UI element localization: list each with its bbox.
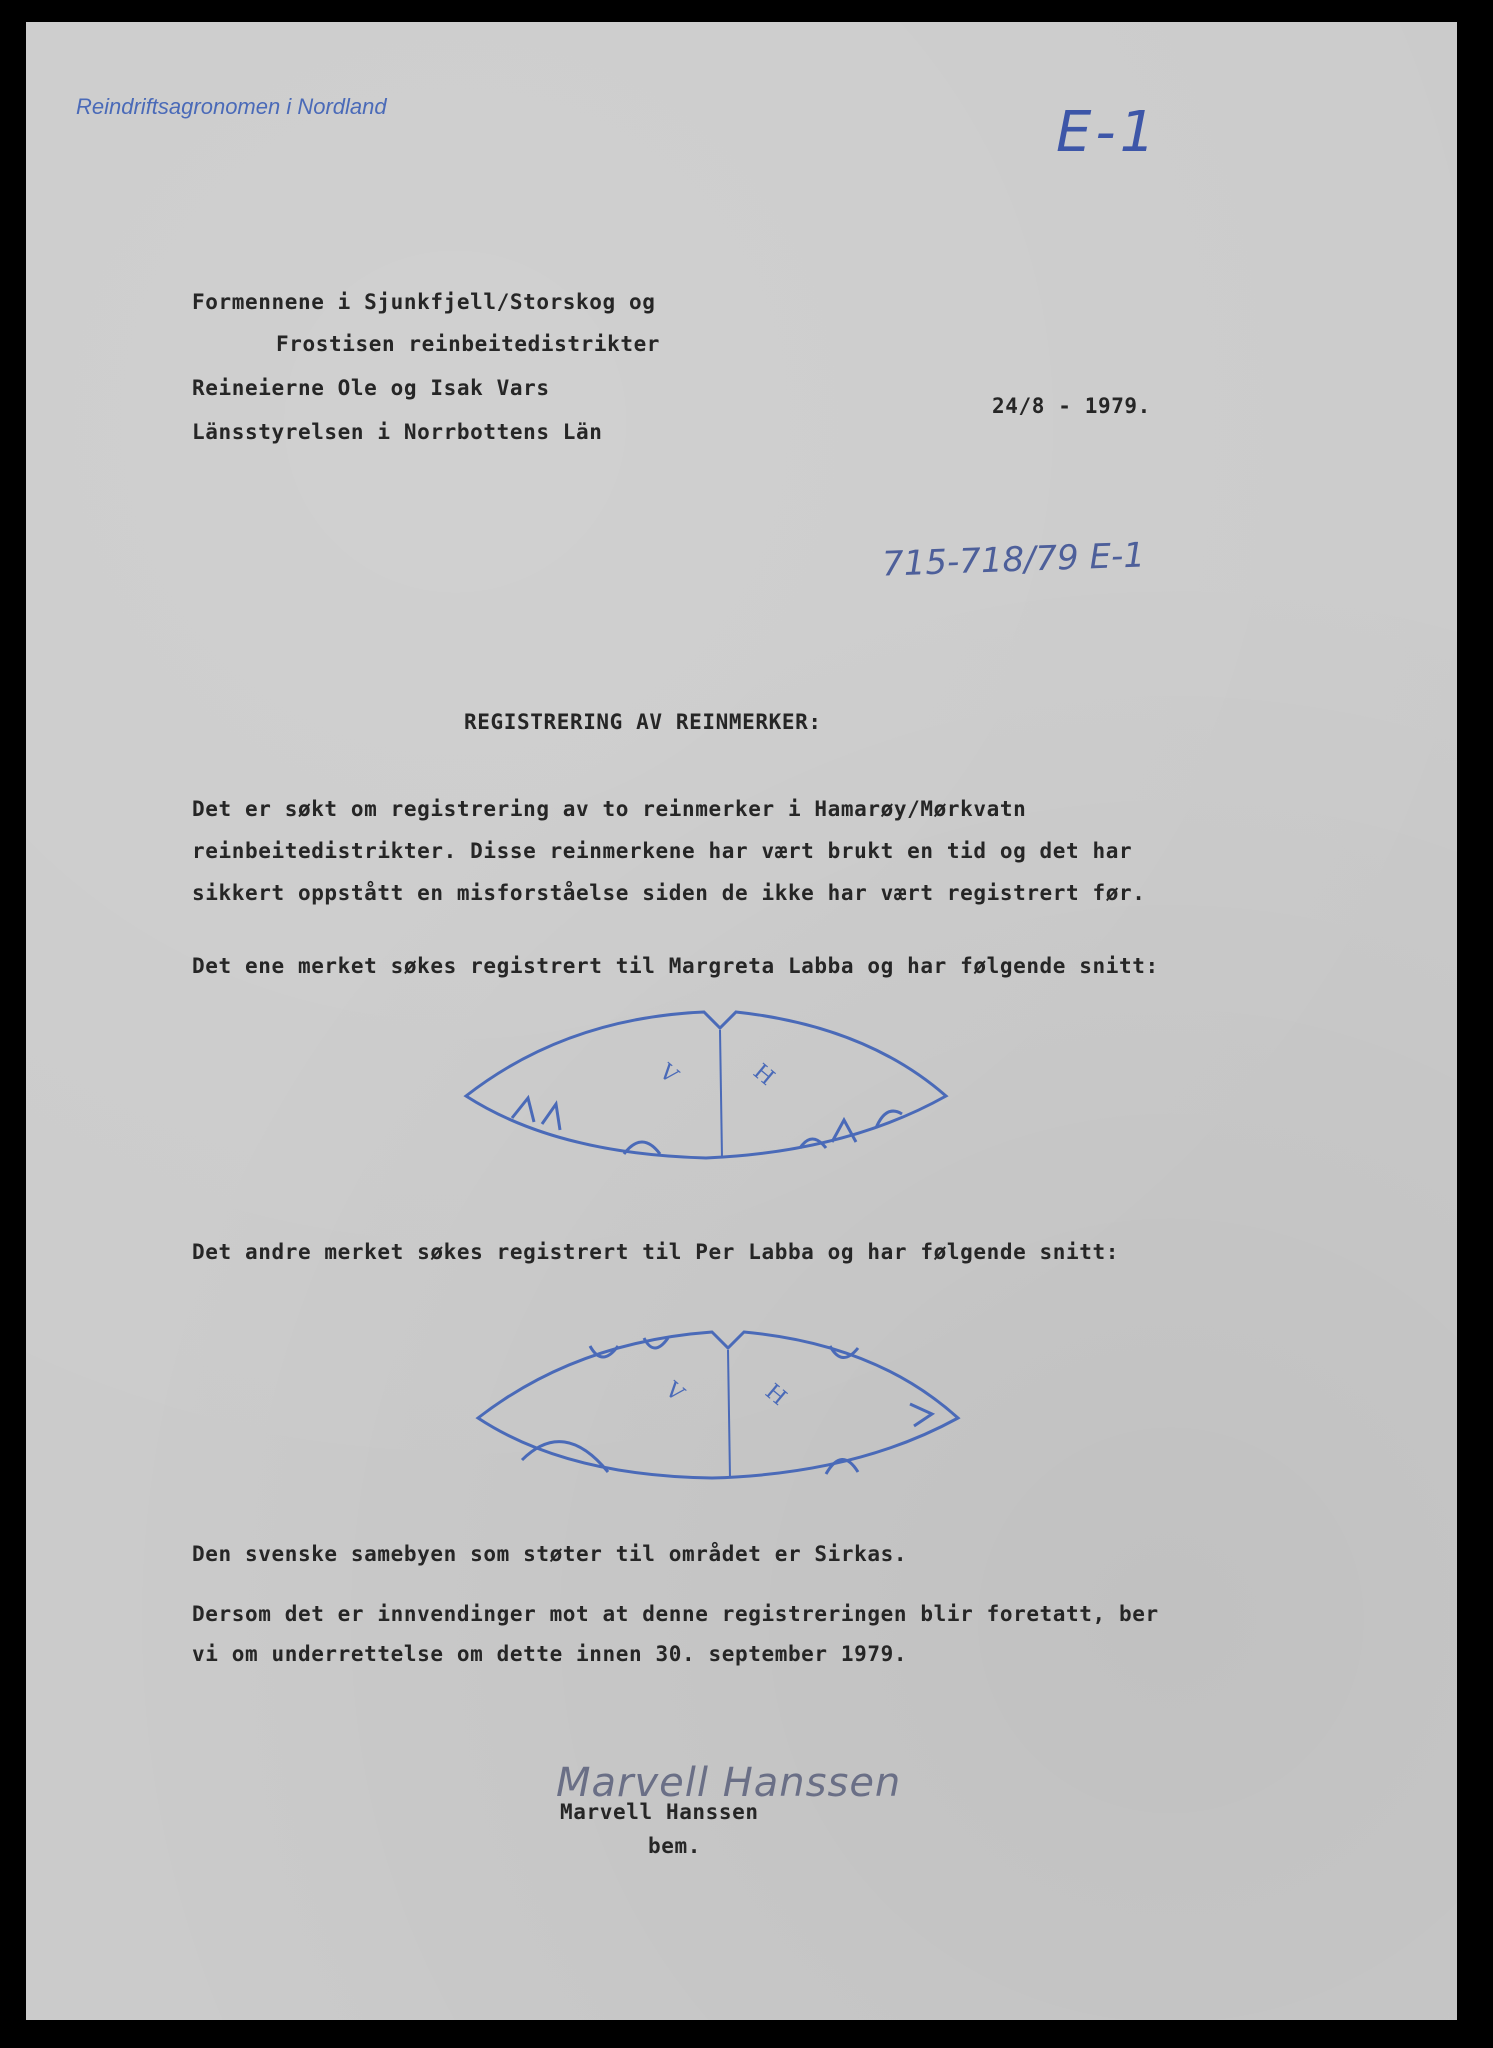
paragraph-line: sikkert oppstått en misforståelse siden de ikke har vært registrert før.	[192, 881, 1146, 905]
left-side-label: V	[654, 1059, 683, 1089]
recipient-line: Frostisen reinbeitedistrikter	[276, 332, 661, 356]
reference-number: 715-718/79 E-1	[881, 535, 1146, 585]
left-side-label: V	[660, 1377, 689, 1407]
document-page	[26, 22, 1457, 2020]
paragraph-line: Den svenske samebyen som støter til området er Sirkas.	[192, 1542, 908, 1566]
letterhead-stamp: Reindriftsagronomen i Nordland	[76, 94, 387, 119]
paragraph-line: Dersom det er innvendinger mot at denne registreringen blir foretatt, ber	[192, 1602, 1159, 1626]
recipient-line: Länsstyrelsen i Norrbottens Län	[192, 420, 603, 444]
recipient-line: Formennene i Sjunkfjell/Storskog og	[192, 290, 656, 314]
letter-date: 24/8 - 1979.	[992, 394, 1151, 418]
paragraph-line: vi om underrettelse om dette innen 30. september 1979.	[192, 1642, 908, 1666]
paragraph-line: Det ene merket søkes registrert til Margreta Labba og har følgende snitt:	[192, 954, 1159, 978]
handwritten-signature: Marvell Hanssen	[556, 1760, 902, 1806]
document-title: REGISTRERING AV REINMERKER:	[464, 710, 822, 734]
paragraph-line: Det er søkt om registrering av to reinmerker i Hamarøy/Mørkvatn	[192, 797, 1027, 821]
right-side-label: H	[760, 1379, 791, 1411]
earmark-diagram-1	[446, 990, 966, 1170]
signatory-name: Marvell Hanssen	[560, 1800, 759, 1824]
recipient-line: Reineierne Ole og Isak Vars	[192, 376, 550, 400]
earmark-diagram-2	[456, 1308, 976, 1492]
paragraph-line: Det andre merket søkes registrert til Per Labba og har følgende snitt:	[192, 1240, 1120, 1264]
right-side-label: H	[748, 1059, 779, 1091]
signatory-title: bem.	[648, 1834, 701, 1858]
paragraph-line: reinbeitedistrikter. Disse reinmerkene har vært brukt en tid og det har	[192, 839, 1133, 863]
file-mark: E-1	[1056, 100, 1160, 165]
